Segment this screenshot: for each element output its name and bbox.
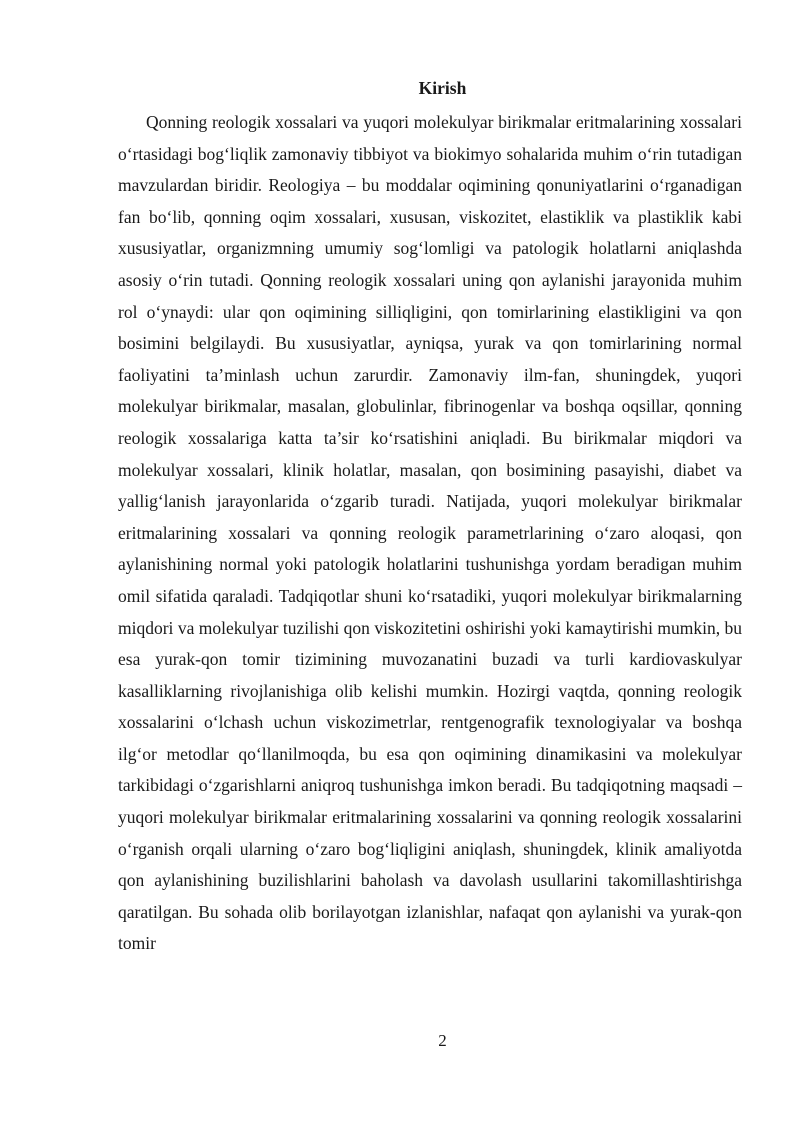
section-heading: Kirish <box>418 78 467 98</box>
body-paragraph: Qonning reologik xossalari va yuqori molekulyar birikmalar eritmalarining xossalari o‘rtasidagi bog‘liqlik zamonaviy tibbiyot va biokimyo sohalarida muhim o‘rin tutadigan mavzulardan biridir. Reologiya – bu moddalar oqimining qonuniyatlarini o‘rganadigan fan bo‘lib, qonning oqim xossalari, xususan, viskozitet, elastiklik va plastiklik kabi xususiyatlar, organizmning umumiy sog‘lomligi va patologik holatlarni aniqlashda asosiy o‘rin tutadi. Qonning reologik xossalari uning qon aylanishi jarayonida muhim rol o‘ynaydi: ular qon oqimining silliqligini, qon tomirlarining elastikligini va qon bosimini belgilaydi. Bu xususiyatlar, ayniqsa, yurak va qon tomirlarining normal faoliyatini ta’minlash uchun zarurdir. Zamonaviy ilm-fan, shuningdek, yuqori molekulyar birikmalar, masalan, globulinlar, fibrinogenlar va boshqa oqsillar, qonning reologik xossalariga katta ta’sir ko‘rsatishini aniqladi. Bu birikmalar miqdori va molekulyar xossalari, klinik holatlar, masalan, qon bosimining pasayishi, diabet va yallig‘lanish jarayonlarida o‘zgarib turadi. Natijada, yuqori molekulyar birikmalar eritmalarining xossalari va qonning reologik parametrlarining o‘zaro aloqasi, qon aylanishining normal yoki patologik holatlarini tushunishga yordam beradigan muhim omil sifatida qaraladi. Tadqiqotlar shuni ko‘rsatadiki, yuqori molekulyar birikmalarning miqdori va molekulyar tuzilishi qon viskozitetini oshirishi yoki kamaytirishi mumkin, bu esa yurak-qon tomir tizimining muvozanatini buzadi va turli kardiovaskulyar kasalliklarning rivojlanishiga olib kelishi mumkin. Hozirgi vaqtda, qonning reologik xossalarini o‘lchash uchun viskozimetrlar, rentgenografik texnologiyalar va boshqa ilg‘or metodlar qo‘llanilmoqda, bu esa qon oqimining dinamikasini va molekulyar tarkibidagi o‘zgarishlarni aniqroq tushunishga imkon beradi. Bu tadqiqotning maqsadi – yuqori molekulyar birikmalar eritmalarining xossalarini va qonning reologik xossalarini o‘rganish orqali ularning o‘zaro bog‘liqligini aniqlash, shuningdek, klinik amaliyotda qon aylanishining buzilishlarini baholash va davolash usullarini takomillashtirishga qaratilgan. Bu sohada olib borilayotgan izlanishlar, nafaqat qon aylanishi va yurak-qon tomir <box>118 112 742 954</box>
page-number: 2 <box>438 1031 447 1050</box>
